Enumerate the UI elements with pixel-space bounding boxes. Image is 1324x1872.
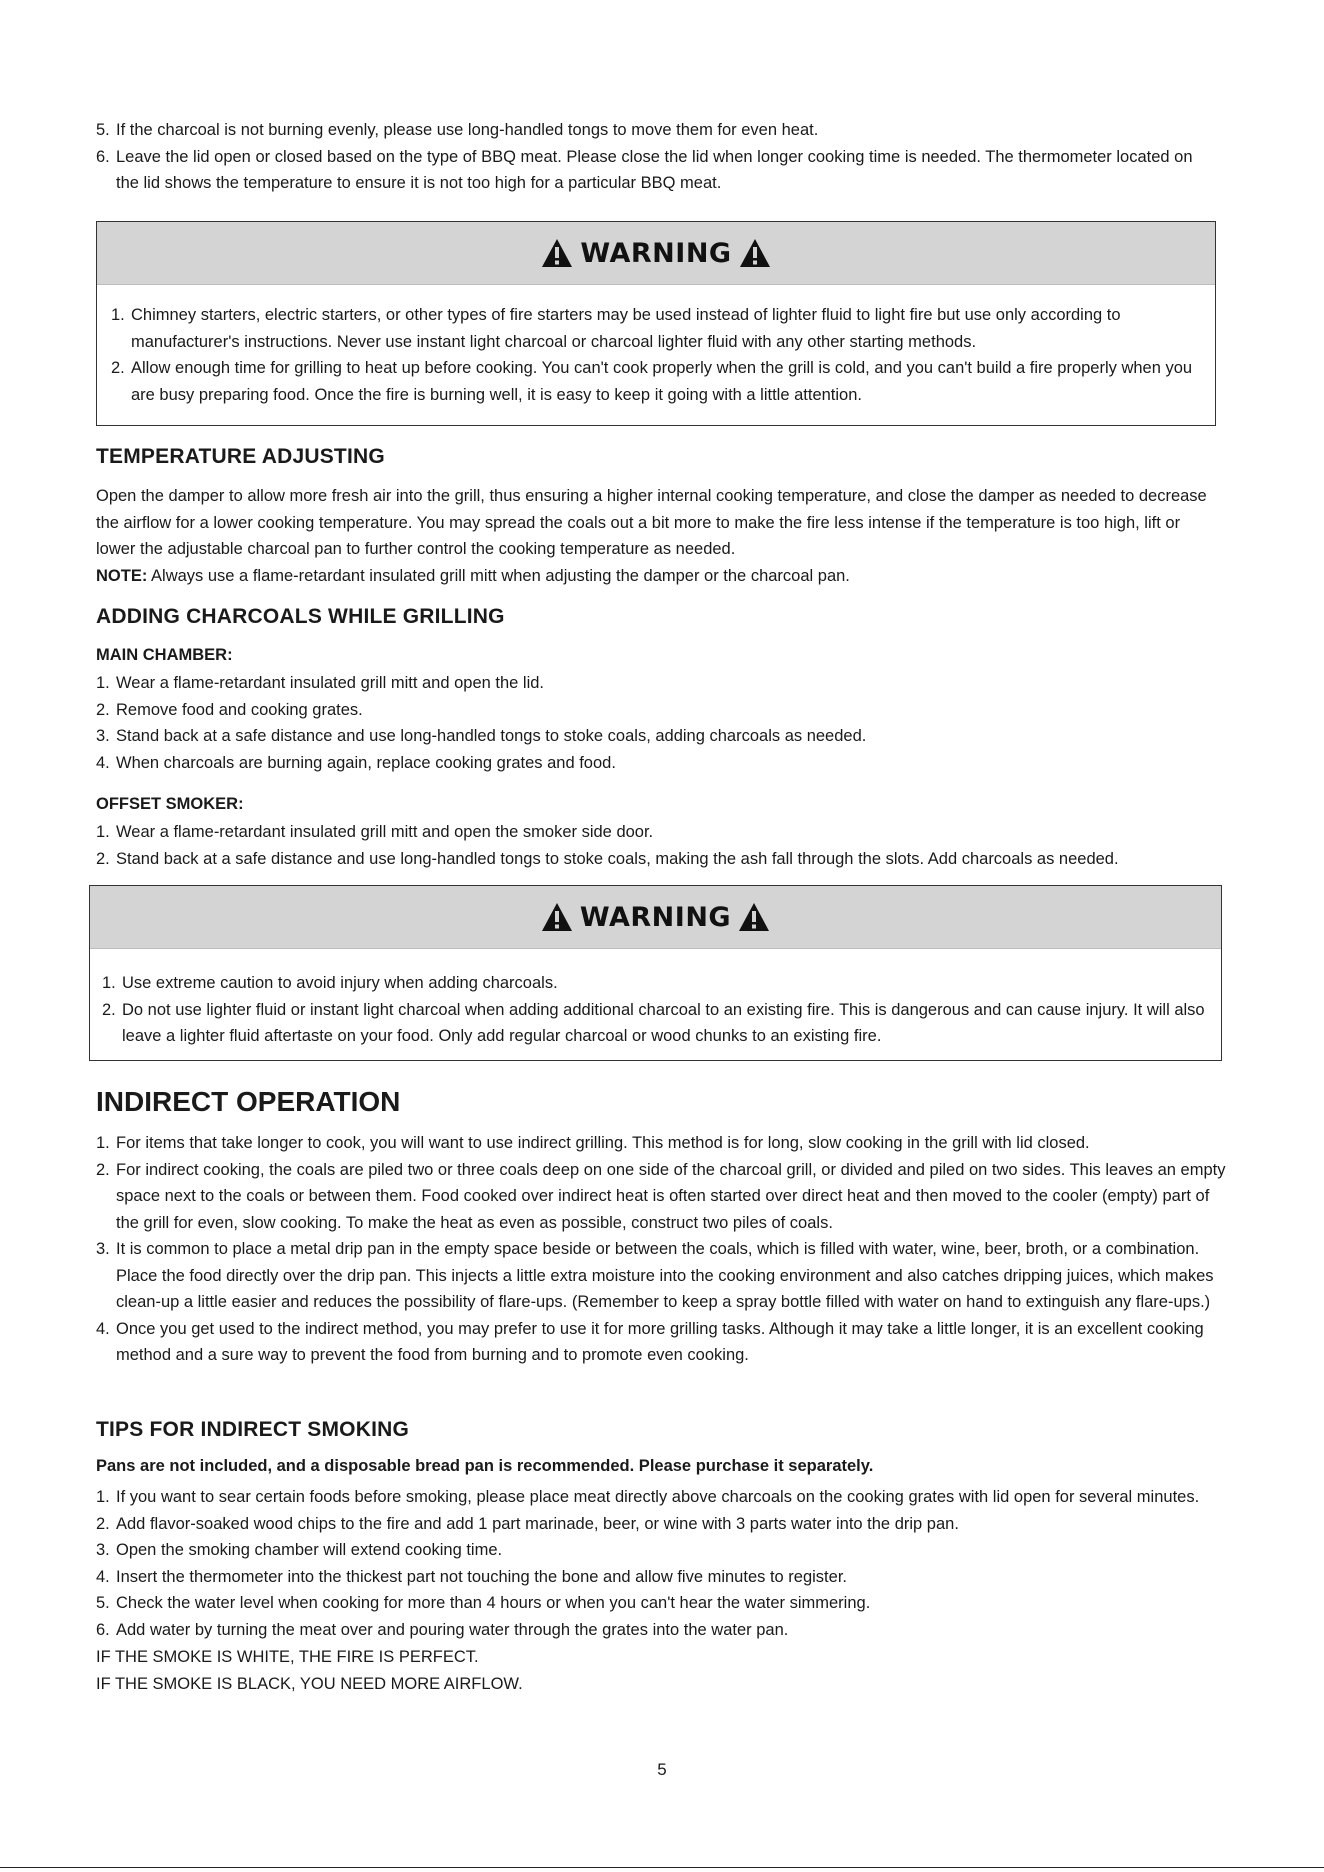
- step-number: 2.: [96, 849, 110, 868]
- warning-title: WARNING: [580, 237, 732, 269]
- step-number: 6.: [96, 147, 110, 166]
- step-number: 5.: [96, 1594, 110, 1612]
- warning-triangle-icon: [540, 237, 574, 269]
- step-text: When charcoals are burning again, replace cooking grates and food.: [116, 753, 616, 772]
- indirect-steps: [96, 1130, 1236, 1369]
- step-text: Remove food and cooking grates.: [116, 700, 363, 719]
- note-label: NOTE:: [96, 567, 148, 585]
- item-text: Chimney starters, electric starters, or other types of fire starters may be used instead of lighter fluid to light fire but use only according to manufacturer's instructions. Never use instant light charcoal or charcoal lighter fluid with any other starting methods.: [131, 306, 1121, 351]
- list-item: [96, 1157, 1236, 1237]
- section-heading-temperature: TEMPERATURE ADJUSTING: [96, 445, 385, 468]
- item-number: 2.: [111, 359, 125, 377]
- item-text: Use extreme caution to avoid injury when adding charcoals.: [122, 974, 558, 992]
- list-item: [96, 144, 1206, 197]
- list-item: [96, 819, 1226, 846]
- step-number: 3.: [96, 727, 110, 745]
- step-text: For indirect cooking, the coals are piled two or three coals deep on one side of the charcoal grill, or divided and piled on two sides. This leaves an empty space next to the coals or between them. Food cooked over indirect heat is often started over direct heat and then moved to the cooler (empty) part of the grill for even, slow cooking. To make the heat as even as possible, construct two piles of coals.: [116, 1160, 1226, 1232]
- warning-triangle-icon: [540, 901, 574, 933]
- step-number: 1.: [96, 823, 110, 841]
- step-number: 3.: [96, 1240, 110, 1258]
- step-text: Open the smoking chamber will extend cooking time.: [116, 1541, 503, 1559]
- step-number: 4.: [96, 1567, 110, 1586]
- list-item: [102, 997, 1214, 1050]
- list-item: [96, 1130, 1236, 1157]
- tips-subheading: Pans are not included, and a disposable bread pan is recommended. Please purchase it separately.: [96, 1457, 874, 1475]
- section-heading-adding-charcoals: ADDING CHARCOALS WHILE GRILLING: [96, 605, 505, 628]
- list-item: [96, 697, 1206, 724]
- list-item: [96, 1564, 1246, 1591]
- warning-triangle-icon: [738, 237, 772, 269]
- offset-smoker-steps: [96, 819, 1226, 872]
- list-item: [96, 117, 1206, 144]
- section-heading-indirect-operation: INDIRECT OPERATION: [96, 1086, 401, 1117]
- warning-list: [102, 970, 1214, 1050]
- list-item: [96, 846, 1226, 873]
- item-text: Do not use lighter fluid or instant light charcoal when adding additional charcoal to an existing fire. This is dangerous and can cause injury. It will also leave a lighter fluid aftertaste on your food. Only add regular charcoal or wood chunks to an existing fire.: [122, 1000, 1205, 1045]
- main-chamber-label: MAIN CHAMBER:: [96, 646, 233, 664]
- step-text: Add flavor-soaked wood chips to the fire and add 1 part marinade, beer, or wine with 3 parts water into the drip pan.: [116, 1514, 959, 1533]
- page-number: 5: [657, 1760, 667, 1779]
- offset-smoker-label: OFFSET SMOKER:: [96, 795, 244, 813]
- item-text: Allow enough time for grilling to heat up before cooking. You can't cook properly when the grill is cold, and you can't build a fire properly when you are busy preparing food. Once the fire is burning well, it is easy to keep it going with a little attention.: [131, 359, 1193, 404]
- step-text: Wear a flame-retardant insulated grill mitt and open the smoker side door.: [116, 823, 654, 841]
- step-number: 2.: [96, 700, 110, 719]
- warning-triangle-icon: [737, 901, 771, 933]
- smoke-white-note: IF THE SMOKE IS WHITE, THE FIRE IS PERFECT.: [96, 1648, 479, 1666]
- list-item: [111, 302, 1203, 355]
- step-number: 6.: [96, 1620, 110, 1639]
- step-text: It is common to place a metal drip pan in the empty space beside or between the coals, which is filled with water, wine, beer, broth, or a combination. Place the food directly over the drip pan. This injects a little extra moisture into the cooking environment and also catches dripping juices, which makes clean-up a little easier and reduces the possibility of flare-ups. (Remember to keep a spray bottle filled with water on hand to extinguish any flare-ups.): [116, 1240, 1214, 1311]
- step-text: Once you get used to the indirect method, you may prefer to use it for more grilling tasks. Although it may take a little longer, it is an excellent cooking method and a sure way to prevent the food from burning and to promote even cooking.: [116, 1319, 1204, 1364]
- step-number: 4.: [96, 1319, 110, 1338]
- step-number: 4.: [96, 753, 110, 772]
- step-text: Wear a flame-retardant insulated grill mitt and open the lid.: [116, 674, 545, 692]
- step-text: Leave the lid open or closed based on the type of BBQ meat. Please close the lid when longer cooking time is needed. The thermometer located on the lid shows the temperature to ensure it is not too high for a particular BBQ meat.: [116, 147, 1193, 192]
- step-number: 2.: [96, 1160, 110, 1179]
- step-text: Stand back at a safe distance and use long-handled tongs to stoke coals, making the ash fall through the slots. Add charcoals as needed.: [116, 849, 1119, 868]
- temperature-note: [96, 563, 850, 590]
- intro-steps: [96, 117, 1206, 197]
- list-item: [96, 1316, 1236, 1369]
- step-text: For items that take longer to cook, you will want to use indirect grilling. This method is for long, slow cooking in the grill with lid closed.: [116, 1134, 1090, 1152]
- note-text: Always use a flame-retardant insulated grill mitt when adjusting the damper or the charcoal pan.: [147, 567, 850, 585]
- item-number: 2.: [102, 1000, 116, 1019]
- temperature-body: Open the damper to allow more fresh air into the grill, thus ensuring a higher internal cooking temperature, and close the damper as needed to decrease the airflow for a lower cooking temperature. You may spread the coals out a bit more to make the fire less intense if the temperature is too high, lift or lower the adjustable charcoal pan to further control the cooking temperature as needed.: [96, 487, 1207, 558]
- step-text: If you want to sear certain foods before smoking, please place meat directly above charcoals on the cooking grates with lid open for several minutes.: [116, 1488, 1200, 1506]
- list-item: [96, 1617, 1246, 1644]
- step-text: Stand back at a safe distance and use long-handled tongs to stoke coals, adding charcoals as needed.: [116, 727, 867, 745]
- list-item: [102, 970, 1214, 997]
- list-item: [111, 355, 1203, 408]
- warning-list: [111, 302, 1203, 408]
- section-heading-tips: TIPS FOR INDIRECT SMOKING: [96, 1418, 410, 1441]
- step-number: 3.: [96, 1541, 110, 1559]
- item-number: 1.: [111, 306, 125, 324]
- step-text: Add water by turning the meat over and pouring water through the grates into the water pan.: [116, 1620, 789, 1639]
- warning-title: WARNING: [579, 901, 732, 933]
- smoke-black-note: IF THE SMOKE IS BLACK, YOU NEED MORE AIRFLOW.: [96, 1675, 523, 1693]
- tips-steps: [96, 1484, 1246, 1643]
- step-text: Check the water level when cooking for more than 4 hours or when you can't hear the water simmering.: [116, 1594, 871, 1612]
- warning-header: [97, 222, 1215, 285]
- list-item: [96, 1236, 1236, 1316]
- step-number: 2.: [96, 1514, 110, 1533]
- step-number: 1.: [96, 1488, 110, 1506]
- step-text: Insert the thermometer into the thickest part not touching the bone and allow five minutes to register.: [116, 1567, 847, 1586]
- list-item: [96, 1484, 1246, 1511]
- list-item: [96, 1511, 1246, 1538]
- list-item: [96, 1590, 1246, 1617]
- step-text: If the charcoal is not burning evenly, please use long-handled tongs to move them for even heat.: [116, 121, 819, 139]
- item-number: 1.: [102, 974, 116, 992]
- warning-box: [89, 885, 1222, 1061]
- warning-box: [96, 221, 1216, 426]
- page-bottom-rule: [0, 1867, 1324, 1868]
- list-item: [96, 1537, 1246, 1564]
- list-item: [96, 723, 1206, 750]
- warning-header: [90, 886, 1221, 949]
- step-number: 5.: [96, 121, 110, 139]
- list-item: [96, 750, 1206, 777]
- main-chamber-steps: [96, 670, 1206, 776]
- list-item: [96, 670, 1206, 697]
- step-number: 1.: [96, 674, 110, 692]
- step-number: 1.: [96, 1134, 110, 1152]
